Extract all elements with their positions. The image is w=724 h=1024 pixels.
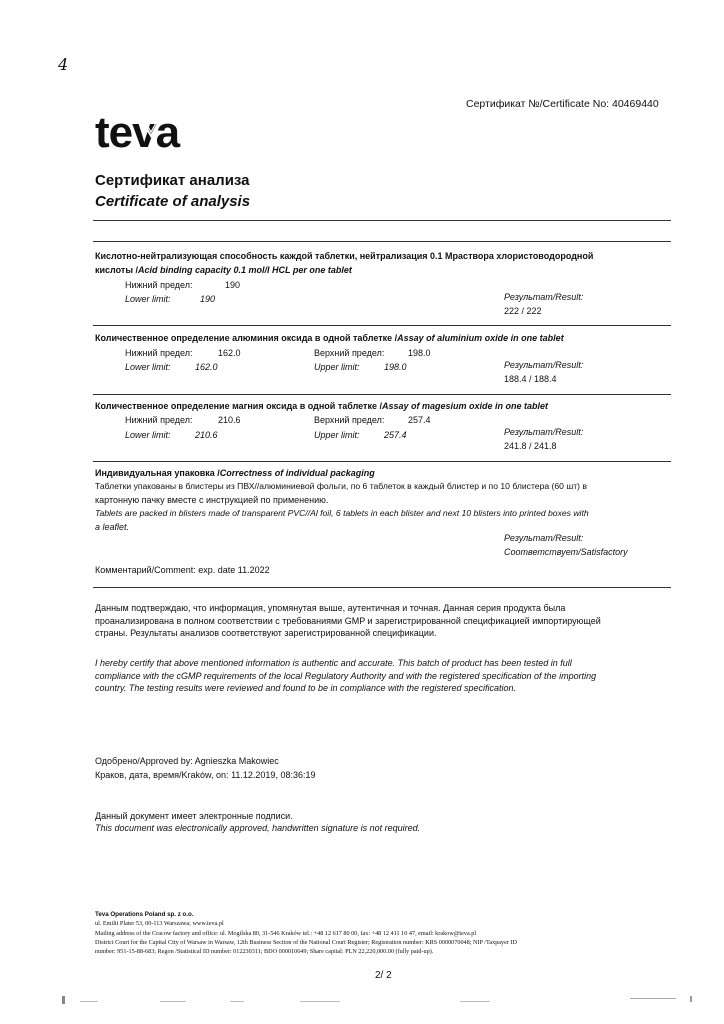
test3-lower-ru: Нижний предел: <box>125 415 193 425</box>
footer-company: Teva Operations Poland sp. z o.o. <box>95 911 194 918</box>
divider <box>93 461 671 462</box>
test3-lower-ru-value: 210.6 <box>218 415 241 425</box>
divider <box>93 587 671 588</box>
footer-line: Mailing address of the Cracow factory and office: ul. Mogilska 80, 31-546 Kraków tel.: +48 12 617 80 00, fax: +48 12 411 10 47, email: krakow@teva.pl <box>95 929 477 937</box>
footer <box>95 910 655 956</box>
test1-lower-en-value: 190 <box>200 294 216 304</box>
certification-en <box>95 657 685 695</box>
divider <box>93 220 671 221</box>
test3-lower-en: Lower limit: <box>125 430 171 440</box>
test3-upper-en-value: 257.4 <box>384 430 407 440</box>
comment <box>95 565 270 575</box>
approval-date-value: 11.12.2019, 08:36:19 <box>231 770 316 780</box>
packaging-ru-line2: картонную пачку вместе с инструкцией по применению. <box>95 495 329 505</box>
packaging-heading-en: Correctness of individual packaging <box>219 468 375 478</box>
approval-place-label: Краков, дата, время/Kraków, on: <box>95 770 229 780</box>
certification-ru-line: Данным подтверждаю, что информация, упомянутая выше, аутентичная и точная. Данная серия продукта была <box>95 603 566 613</box>
approval-place-date <box>95 770 315 780</box>
packaging-en-line1: Tablets are packed in blisters made of transparent PVC//Al foil, 6 tablets in each blister and next 10 blisters into printed boxes with <box>95 508 589 518</box>
test1-lower-ru-value: 190 <box>225 280 241 290</box>
scan-mark <box>230 1001 244 1002</box>
test2-heading <box>95 333 564 343</box>
comment-value: exp. date 11.2022 <box>198 565 270 575</box>
divider <box>93 325 671 326</box>
approved-by <box>95 756 279 766</box>
test1-lower-en: Lower limit: <box>125 294 171 304</box>
test2-upper-ru-value: 198.0 <box>408 348 431 358</box>
certification-ru-line: проанализирована в полном соответствии с требованиями GMP и зарегистрированной спецификацией импортирующей <box>95 615 601 626</box>
certificate-number: Сертификат №/Certificate No: 40469440 <box>466 98 659 110</box>
test2-heading-ru: Количественное определение алюминия оксида в одной таблетке / <box>95 333 398 343</box>
test3-upper-ru: Верхний предел: <box>314 415 385 425</box>
footer-line: District Court for the Capital City of Warsaw in Warsaw, 12th Business Section of the National Court Register; Registration number: KRS 0000070048; NIP /Taxpayer ID <box>95 938 518 946</box>
test2-lower-ru-value: 162.0 <box>218 348 241 358</box>
packaging-heading <box>95 468 375 478</box>
scan-mark <box>80 1001 98 1002</box>
divider <box>93 394 671 395</box>
test2-result-label: Результат/Result: <box>504 360 584 370</box>
scan-mark <box>160 1001 186 1002</box>
approved-by-value: Agnieszka Makowiec <box>194 756 279 766</box>
test2-heading-en: Assay of aluminium oxide in one tablet <box>397 333 564 343</box>
scan-mark <box>300 1001 340 1002</box>
scan-mark <box>62 996 65 1004</box>
teva-leaf-icon <box>140 118 162 138</box>
test1-heading-2 <box>95 265 352 275</box>
test2-upper-en: Upper limit: <box>314 362 360 372</box>
packaging-result-value: Соответствует/Satisfactory <box>504 547 628 557</box>
esign-ru: Данный документ имеет электронные подписи. <box>95 811 293 821</box>
page-number: 2/ 2 <box>375 970 392 981</box>
test1-result-value: 222 / 222 <box>504 306 542 316</box>
certification-ru-line: страны. Результаты анализов соответствуют зарегистрированной спецификации. <box>95 628 437 638</box>
packaging-ru-line1: Таблетки упакованы в блистеры из ПВХ//алюминиевой фольги, по 6 таблеток в каждый блистер и по 10 блистера (60 шт) в <box>95 481 587 491</box>
approved-by-label: Одобрено/Approved by: <box>95 756 193 766</box>
footer-line: number: 951-15-88-683; Regon /Statistical ID number: 012230311; BDO 000010649; Share capital: PLN 22,220,000.00 (fully paid-up). <box>95 948 434 956</box>
certification-ru <box>95 602 685 640</box>
esign-en: This document was electronically approved, handwritten signature is not required. <box>95 823 421 833</box>
comment-label: Комментарий/Comment: <box>95 565 196 575</box>
packaging-en-line2: a leaflet. <box>95 522 130 532</box>
title-en: Certificate of analysis <box>95 193 251 210</box>
test2-upper-ru: Верхний предел: <box>314 348 385 358</box>
test2-lower-en: Lower limit: <box>125 362 171 372</box>
test3-upper-en: Upper limit: <box>314 430 360 440</box>
test1-result-label: Результат/Result: <box>504 292 584 302</box>
test3-heading <box>95 401 548 411</box>
test2-upper-en-value: 198.0 <box>384 362 407 372</box>
scan-mark <box>690 996 692 1002</box>
certification-en-line: I hereby certify that above mentioned information is authentic and accurate. This batch of product has been tested in full <box>95 658 572 668</box>
scan-mark <box>630 998 676 999</box>
test3-lower-en-value: 210.6 <box>195 430 218 440</box>
test2-lower-ru: Нижний предел: <box>125 348 193 358</box>
test3-heading-en: Assay of magesium oxide in one tablet <box>381 401 549 411</box>
title-ru: Сертификат анализа <box>95 172 250 189</box>
teva-logo: teva <box>95 108 180 157</box>
divider <box>93 241 671 242</box>
test2-lower-en-value: 162.0 <box>195 362 218 372</box>
test1-heading: Кислотно-нейтрализующая способность каждой таблетки, нейтрализация 0.1 Мраствора хлористоводородной <box>95 251 594 261</box>
test2-result-value: 188.4 / 188.4 <box>504 374 557 384</box>
test3-upper-ru-value: 257.4 <box>408 415 431 425</box>
handwritten-mark: 4 <box>58 55 69 74</box>
packaging-heading-ru: Индивидуальная упаковка / <box>95 468 220 478</box>
certification-en-line: country. The testing results were reviewed and found to be in compliance with the registered specification. <box>95 683 517 693</box>
packaging-result-label: Результат/Result: <box>504 533 584 543</box>
footer-line: ul. Emilii Plater 53, 00-113 Warszawa; www.teva.pl <box>95 920 224 928</box>
test3-heading-ru: Количественное определение магния оксида в одной таблетке / <box>95 401 382 411</box>
test3-result-value: 241.8 / 241.8 <box>504 441 557 451</box>
test1-heading-ru: кислоты / <box>95 265 139 275</box>
certification-en-line: compliance with the cGMP requirements of the local Regulatory Authority and with the registered specification of the importing <box>95 670 597 681</box>
scan-mark <box>460 1001 490 1002</box>
test1-heading-en: Acid binding capacity 0.1 mol/l HCL per one tablet <box>138 265 352 275</box>
test3-result-label: Результат/Result: <box>504 427 584 437</box>
test1-lower-ru: Нижний предел: <box>125 280 193 290</box>
